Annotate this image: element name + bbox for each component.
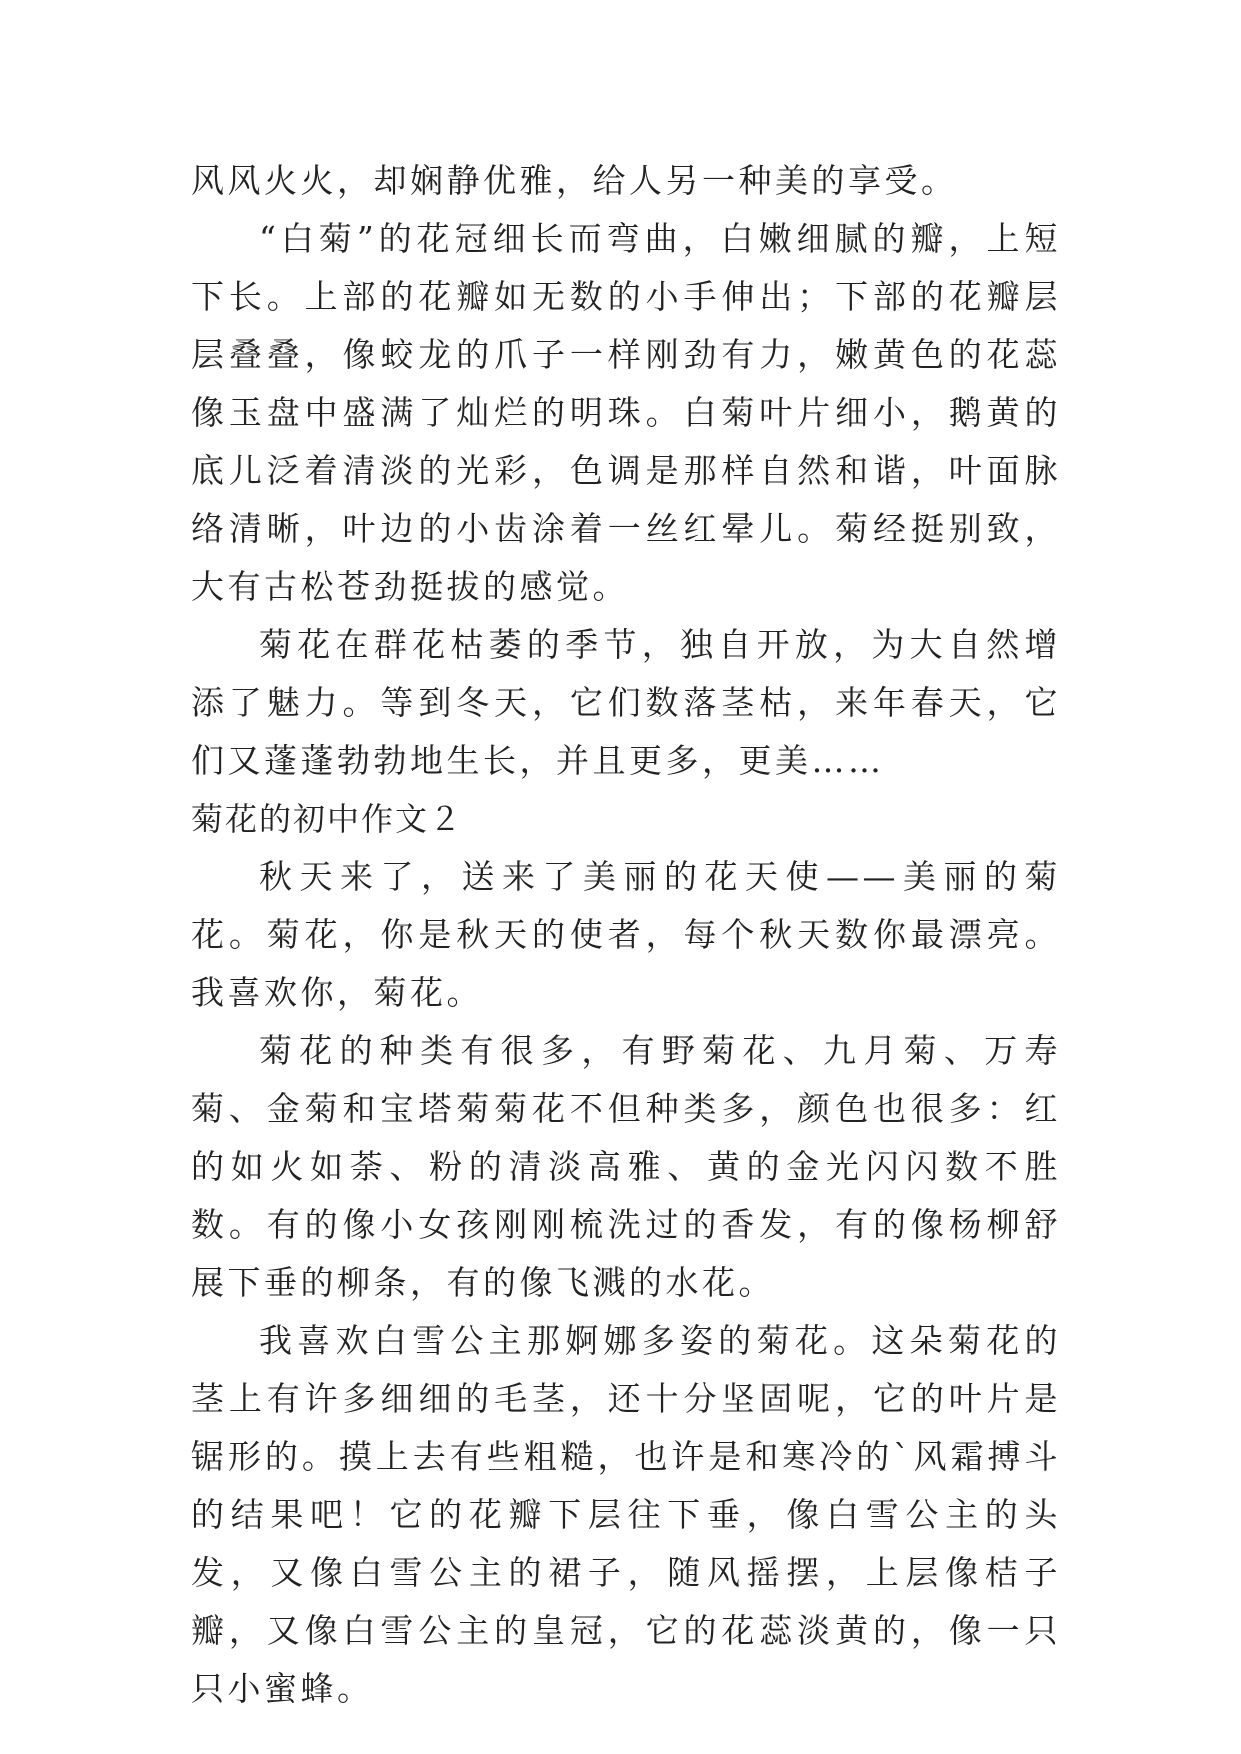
paragraph-chrysanthemum-season: 菊花在群花枯萎的季节，独自开放，为大自然增添了魅力。等到冬天，它们数落茎枯，来年春天，它们又蓬蓬勃勃地生长，并且更多，更美……: [191, 625, 1061, 780]
document-body: [191, 152, 1061, 1718]
section-title: 菊花的初中作文２: [191, 800, 464, 838]
paragraph-continuation: 风风火火，却娴静优雅，给人另一种美的享受。: [191, 161, 958, 200]
paragraph-snow-white: 我喜欢白雪公主那婀娜多姿的菊花。这朵菊花的茎上有许多细细的毛茎，还十分坚固呢，它的叶片是锯形的。摸上去有些粗糙，也许是和寒冷的`风霜搏斗的结果吧！它的花瓣下层往下垂，像白雪公主的头发，又像白雪公主的裙子，随风摇摆，上层像桔子瓣，又像白雪公主的皇冠，它的花蕊淡黄的，像一只只小蜜蜂。: [191, 1321, 1061, 1708]
paragraph-autumn: 秋天来了，送来了美丽的花天使——美丽的菊花。菊花，你是秋天的使者，每个秋天数你最漂亮。我喜欢你，菊花。: [191, 857, 1061, 1012]
paragraph-varieties: 菊花的种类有很多，有野菊花、九月菊、万寿菊、金菊和宝塔菊菊花不但种类多，颜色也很多：红的如火如荼、粉的清淡高雅、黄的金光闪闪数不胜数。有的像小女孩刚刚梳洗过的香发，有的像杨柳舒展下垂的柳条，有的像飞溅的水花。: [191, 1031, 1061, 1302]
paragraph-white-chrysanthemum: “白菊”的花冠细长而弯曲，白嫩细腻的瓣，上短下长。上部的花瓣如无数的小手伸出；下部的花瓣层层叠叠，像蛟龙的爪子一样刚劲有力，嫩黄色的花蕊像玉盘中盛满了灿烂的明珠。白菊叶片细小，鹅黄的底儿泛着清淡的光彩，色调是那样自然和谐，叶面脉络清晰，叶边的小齿涂着一丝红晕儿。菊经挺别致，大有古松苍劲挺拔的感觉。: [191, 219, 1061, 606]
